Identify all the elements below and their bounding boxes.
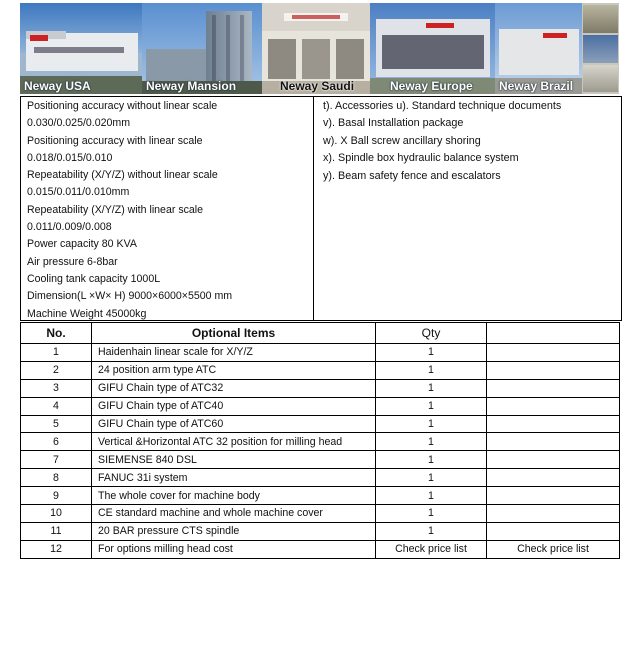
cell-item: CE standard machine and whole machine cover — [92, 505, 376, 523]
cell-qty: 1 — [376, 522, 487, 540]
table-row — [21, 487, 620, 505]
cell-item: GIFU Chain type of ATC40 — [92, 397, 376, 415]
header-optional-items: Optional Items — [92, 323, 376, 344]
cell-qty: 1 — [376, 379, 487, 397]
photo-neway-europe — [370, 3, 495, 94]
table-row — [21, 522, 620, 540]
cell-no: 10 — [21, 505, 92, 523]
cell-item: GIFU Chain type of ATC60 — [92, 415, 376, 433]
table-row — [21, 451, 620, 469]
accessory-line: t). Accessories u). Standard technique documents — [323, 100, 562, 112]
cell-qty: 1 — [376, 505, 487, 523]
table-header-row — [21, 323, 620, 344]
cell-qty: 1 — [376, 361, 487, 379]
spec-line: Machine Weight 45000kg — [27, 307, 147, 320]
spec-line: 0.015/0.011/0.010mm — [27, 186, 130, 199]
spec-line: Power capacity 80 KVA — [27, 238, 137, 251]
photo-neway-saudi — [262, 3, 370, 94]
cell-qty: Check price list — [376, 540, 487, 558]
cell-item: Vertical &Horizontal ATC 32 position for milling head — [92, 433, 376, 451]
cell-item: The whole cover for machine body — [92, 487, 376, 505]
cell-no: 5 — [21, 415, 92, 433]
cell-item: 20 BAR pressure CTS spindle — [92, 522, 376, 540]
caption-neway-saudi: Neway Saudi — [280, 79, 355, 93]
spec-list-left — [27, 98, 311, 323]
caption-neway-mansion: Neway Mansion — [146, 79, 237, 93]
spec-line: Dimension(L ×W× H) 9000×6000×5500 mm — [27, 290, 233, 303]
cell-item: SIEMENSE 840 DSL — [92, 451, 376, 469]
cell-qty: 1 — [376, 397, 487, 415]
cell-no: 11 — [21, 522, 92, 540]
header-no: No. — [21, 323, 92, 344]
cell-item: For options milling head cost — [92, 540, 376, 558]
cell-no: 8 — [21, 469, 92, 487]
cell-extra — [487, 487, 620, 505]
cell-qty: 1 — [376, 433, 487, 451]
cell-item: GIFU Chain type of ATC32 — [92, 379, 376, 397]
photo-neway-brazil — [495, 3, 582, 94]
accessory-line: y). Beam safety fence and escalators — [323, 169, 501, 182]
cell-no: 9 — [21, 487, 92, 505]
table-row — [21, 540, 620, 558]
spec-column-divider — [313, 96, 314, 320]
cell-no: 6 — [21, 433, 92, 451]
spec-line: Repeatability (X/Y/Z) with linear scale — [27, 203, 204, 216]
spec-line: 0.018/0.015/0.010 — [27, 151, 113, 164]
cell-qty: 1 — [376, 344, 487, 362]
photo-neway-mansion — [142, 3, 262, 94]
photo-interior-collage — [582, 3, 619, 94]
spec-line: Positioning accuracy with linear scale — [27, 134, 203, 147]
table-row — [21, 361, 620, 379]
cell-qty: 1 — [376, 487, 487, 505]
cell-extra — [487, 433, 620, 451]
caption-neway-usa: Neway USA — [24, 79, 91, 93]
cell-extra — [487, 469, 620, 487]
cell-item: FANUC 31i system — [92, 469, 376, 487]
cell-extra: Check price list — [487, 540, 620, 558]
spec-line: Air pressure 6-8bar — [27, 255, 118, 268]
photo-banner — [20, 3, 619, 94]
cell-qty: 1 — [376, 451, 487, 469]
cell-extra — [487, 361, 620, 379]
accessory-line: w). X Ball screw ancillary shoring — [323, 134, 481, 147]
caption-neway-brazil: Neway Brazil — [499, 79, 574, 93]
table-row — [21, 415, 620, 433]
optional-items-table — [20, 322, 620, 559]
cell-qty: 1 — [376, 469, 487, 487]
cell-extra — [487, 344, 620, 362]
spec-line: 0.030/0.025/0.020mm — [27, 117, 131, 130]
cell-extra — [487, 415, 620, 433]
accessory-list-right — [323, 98, 619, 185]
accessory-line: v). Basal Installation package — [323, 117, 464, 130]
table-row — [21, 469, 620, 487]
photo-neway-usa — [20, 3, 142, 94]
table-row — [21, 397, 620, 415]
cell-extra — [487, 397, 620, 415]
table-row — [21, 505, 620, 523]
spec-line: Cooling tank capacity 1000L — [27, 272, 161, 285]
cell-qty: 1 — [376, 415, 487, 433]
caption-neway-europe: Neway Europe — [390, 79, 473, 93]
cell-no: 7 — [21, 451, 92, 469]
spec-line: Repeatability (X/Y/Z) without linear scale — [27, 169, 218, 182]
cell-item: Haidenhain linear scale for X/Y/Z — [92, 344, 376, 362]
table-row — [21, 433, 620, 451]
cell-item: 24 position arm type ATC — [92, 361, 376, 379]
cell-extra — [487, 505, 620, 523]
cell-extra — [487, 379, 620, 397]
cell-extra — [487, 522, 620, 540]
cell-no: 1 — [21, 344, 92, 362]
cell-no: 3 — [21, 379, 92, 397]
spec-top-border — [21, 96, 621, 97]
spec-line: Positioning accuracy without linear scale — [27, 100, 218, 112]
cell-no: 12 — [21, 540, 92, 558]
accessory-line: x). Spindle box hydraulic balance system — [323, 152, 519, 165]
header-blank — [487, 323, 620, 344]
table-row — [21, 344, 620, 362]
cell-no: 4 — [21, 397, 92, 415]
spec-line: 0.011/0.009/0.008 — [27, 221, 112, 234]
table-row — [21, 379, 620, 397]
cell-no: 2 — [21, 361, 92, 379]
header-qty: Qty — [376, 323, 487, 344]
spec-block — [20, 96, 622, 321]
cell-extra — [487, 451, 620, 469]
